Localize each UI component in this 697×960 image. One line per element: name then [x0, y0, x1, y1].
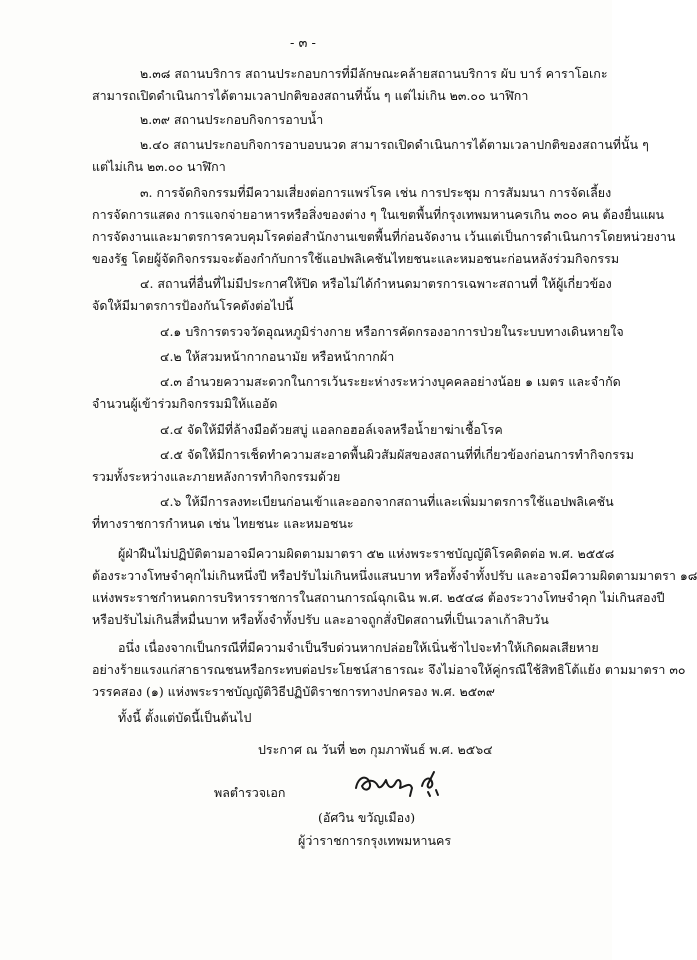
- urgency-line-2: อย่างร้ายแรงแก่สาธารณชนหรือกระทบต่อประโยชน์สาธารณะ จึงไม่อาจให้คู่กรณีใช้สิทธิโต้แย้ง ตามมาตรา ๓๐: [92, 662, 686, 677]
- clause-4-3-line-1: ๔.๓ อำนวยความสะดวกในการเว้นระยะห่างระหว่างบุคคลอย่างน้อย ๑ เมตร และจำกัด: [160, 374, 621, 389]
- clause-4-5-line-1: ๔.๕ จัดให้มีการเช็ดทำความสะอาดพื้นผิวสัมผัสของสถานที่ที่เกี่ยวข้องก่อนการทำกิจกรรม: [160, 447, 634, 462]
- effective-clause: ทั้งนี้ ตั้งแต่บัดนี้เป็นต้นไป: [118, 710, 252, 725]
- handwritten-signature: [350, 766, 450, 800]
- urgency-line-1: อนึ่ง เนื่องจากเป็นกรณีที่มีความจำเป็นรีบด่วนหากปล่อยให้เนิ่นช้าไปจะทำให้เกิดผลเสียหาย: [118, 640, 599, 655]
- clause-4-2: ๔.๒ ให้สวมหน้ากากอนามัย หรือหน้ากากผ้า: [160, 349, 395, 364]
- penalty-line-4: หรือปรับไม่เกินสี่หมื่นบาท หรือทั้งจำทั้งปรับ และอาจถูกสั่งปิดสถานที่เป็นเวลาเก้าสิบวัน: [92, 612, 549, 627]
- urgency-line-3: วรรคสอง (๑) แห่งพระราชบัญญัติวิธีปฏิบัติราชการทางปกครอง พ.ศ. ๒๕๓๙: [92, 684, 495, 699]
- signer-position: ผู้ว่าราชการกรุงเทพมหานคร: [298, 833, 452, 848]
- clause-4-line-2: จัดให้มีมาตรการป้องกันโรคดังต่อไปนี้: [92, 298, 294, 313]
- clause-3-line-1: ๓. การจัดกิจกรรมที่มีความเสี่ยงต่อการแพร่โรค เช่น การประชุม การสัมมนา การจัดเลี้ยง: [140, 185, 612, 200]
- announcement-date: ประกาศ ณ วันที่ ๒๓ กุมภาพันธ์ พ.ศ. ๒๕๖๔: [258, 742, 493, 757]
- clause-2-40-line-1: ๒.๔๐ สถานประกอบกิจการอาบอบนวด สามารถเปิดดำเนินการได้ตามเวลาปกติของสถานที่นั้น ๆ: [140, 137, 649, 152]
- clause-2-40-line-2: แต่ไม่เกิน ๒๓.๐๐ นาฬิกา: [92, 159, 226, 174]
- penalty-line-3: แห่งพระราชกำหนดการบริหารราชการในสถานการณ์ฉุกเฉิน พ.ศ. ๒๕๔๘ ต้องระวางโทษจำคุก ไม่เกินสองปี: [92, 590, 665, 605]
- page-number: - ๓ -: [290, 36, 316, 51]
- clause-3-line-2: การจัดการแสดง การแจกจ่ายอาหารหรือสิ่งของต่าง ๆ ในเขตพื้นที่กรุงเทพมหานครเกิน ๓๐๐ คน ต้องยื่นแผน: [92, 207, 664, 222]
- clause-3-line-4: ของรัฐ โดยผู้จัดกิจกรรมจะต้องกำกับการใช้แอปพลิเคชันไทยชนะและหมอชนะก่อนหลังร่วมกิจกรรม: [92, 251, 620, 266]
- signer-name: (อัศวิน ขวัญเมือง): [318, 810, 416, 825]
- clause-4-1: ๔.๑ บริการตรวจวัดอุณหภูมิร่างกาย หรือการคัดกรองอาการป่วยในระบบทางเดินหายใจ: [160, 324, 624, 339]
- clause-2-38-line-2: สามารถเปิดดำเนินการได้ตามเวลาปกติของสถานที่นั้น ๆ แต่ไม่เกิน ๒๓.๐๐ นาฬิกา: [92, 88, 529, 103]
- clause-2-38-line-1: ๒.๓๘ สถานบริการ สถานประกอบการที่มีลักษณะคล้ายสถานบริการ ผับ บาร์ คาราโอเกะ: [140, 66, 608, 81]
- clause-3-line-3: การจัดงานและมาตรการควบคุมโรคต่อสำนักงานเขตพื้นที่ก่อนจัดงาน เว้นแต่เป็นการดำเนินการโดยหน่วยงาน: [92, 229, 676, 244]
- clause-4-line-1: ๔. สถานที่อื่นที่ไม่มีประกาศให้ปิด หรือไม่ได้กำหนดมาตรการเฉพาะสถานที่ ให้ผู้เกี่ยวข้อง: [140, 276, 612, 291]
- clause-4-4: ๔.๔ จัดให้มีที่ล้างมือด้วยสบู่ แอลกอฮอล์เจลหรือน้ำยาฆ่าเชื้อโรค: [160, 422, 503, 437]
- clause-4-5-line-2: รวมทั้งระหว่างและภายหลังการทำกิจกรรมด้วย: [92, 469, 341, 484]
- clause-4-3-line-2: จำนวนผู้เข้าร่วมกิจกรรมมิให้แออัด: [92, 396, 278, 411]
- clause-4-6-line-2: ที่ทางราชการกำหนด เช่น ไทยชนะ และหมอชนะ: [92, 516, 354, 531]
- clause-4-6-line-1: ๔.๖ ให้มีการลงทะเบียนก่อนเข้าและออกจากสถานที่และเพิ่มมาตรการใช้แอปพลิเคชัน: [160, 494, 614, 509]
- signer-rank: พลตำรวจเอก: [214, 785, 286, 800]
- penalty-line-1: ผู้ฝ่าฝืนไม่ปฏิบัติตามอาจมีความผิดตามมาตรา ๕๒ แห่งพระราชบัญญัติโรคติดต่อ พ.ศ. ๒๕๕๘: [118, 546, 615, 561]
- penalty-line-2: ต้องระวางโทษจำคุกไม่เกินหนึ่งปี หรือปรับไม่เกินหนึ่งแสนบาท หรือทั้งจำทั้งปรับ และอาจมีความผิดตามมาตรา ๑๘: [92, 568, 697, 583]
- clause-2-39: ๒.๓๙ สถานประกอบกิจการอาบน้ำ: [140, 112, 324, 127]
